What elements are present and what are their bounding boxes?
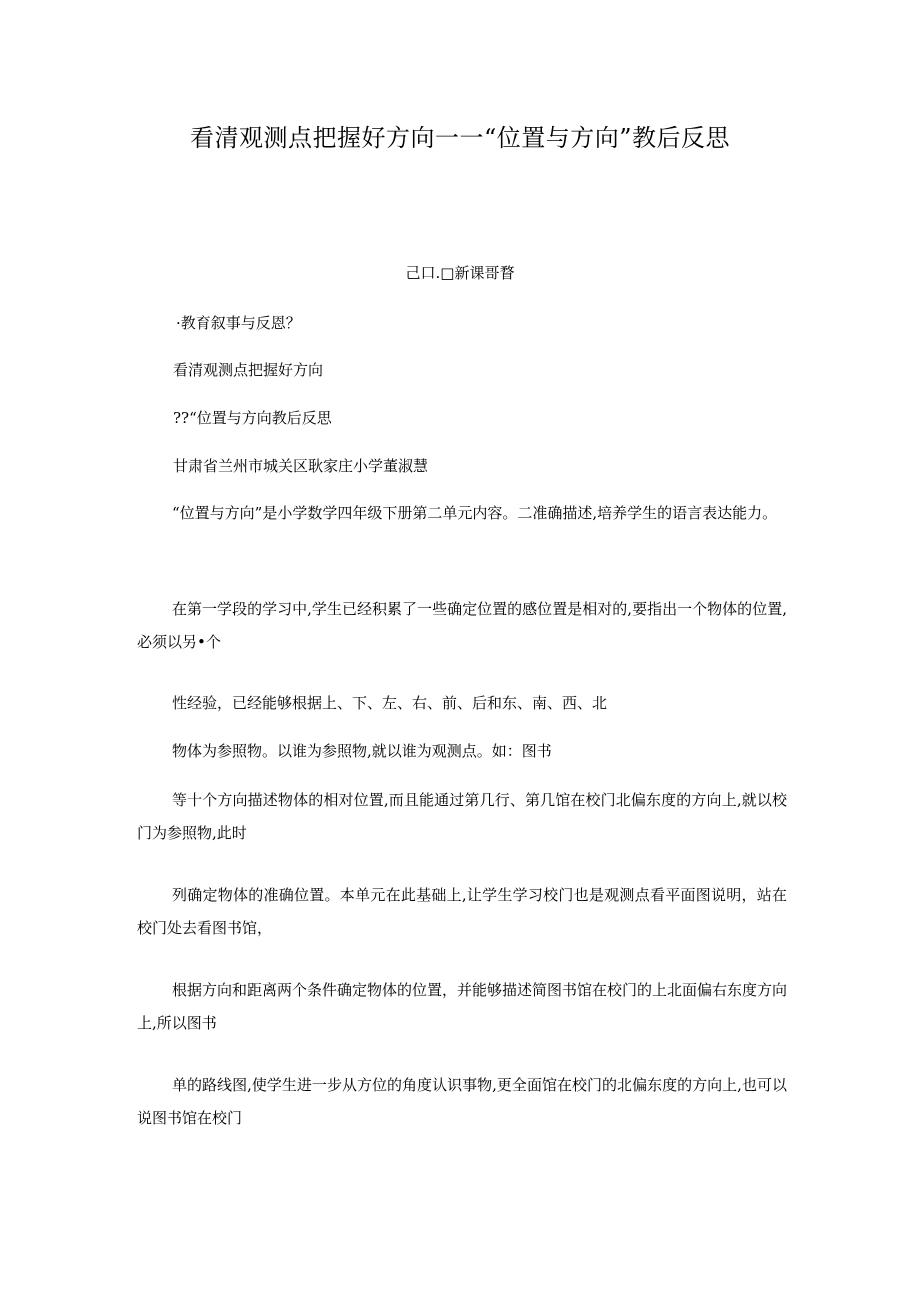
document-title: 看清观测点把握好方向一一“位置与方向”教后反思 xyxy=(189,124,731,152)
paragraph: 单的路线图,使学生进一步从方位的角度认识事物,更全面馆在校门的北偏东度的方向上,也可以说图书馆在校门 xyxy=(137,1076,787,1127)
source-line: 己口.□新课哥瞀 xyxy=(405,264,515,282)
paragraph: 根据方向和距离两个条件确定物体的位置，并能够描述简图书馆在校门的上北面偏右东度方向上,所以图书 xyxy=(137,981,788,1032)
paragraph: 在第一学段的学习中,学生已经积累了一些确定位置的感位置是相对的,要指出一个物体的位置,必须以另•个 xyxy=(137,600,787,651)
paragraph: 性经验，已经能够根据上、下、左、右、前、后和东、南、西、北 xyxy=(172,694,608,712)
paragraph: 列确定物体的准确位置。本单元在此基础上,让学生学习校门也是观测点看平面图说明，站在校门处去看图书馆， xyxy=(137,886,787,937)
paragraph: 物体为参照物。以谁为参照物,就以谁为观测点。如：图书 xyxy=(172,742,552,760)
author-line: 甘肃省兰州市城关区耿家庄小学董淑慧 xyxy=(173,457,429,475)
subtitle-line-2: ??“位置与方向教后反思 xyxy=(173,409,332,427)
subtitle-line-1: 看清观测点把握好方向 xyxy=(173,361,324,379)
paragraph: 等十个方向描述物体的相对位置,而且能通过第几行、第几馆在校门北偏东度的方向上,就以校门为参照物,此时 xyxy=(137,791,787,842)
paragraph: “位置与方向”是小学数学四年级下册第二单元内容。二准确描述,培养学生的语言表达能力。 xyxy=(172,504,778,522)
section-label: ·教育叙事与反恩？ xyxy=(176,314,301,332)
